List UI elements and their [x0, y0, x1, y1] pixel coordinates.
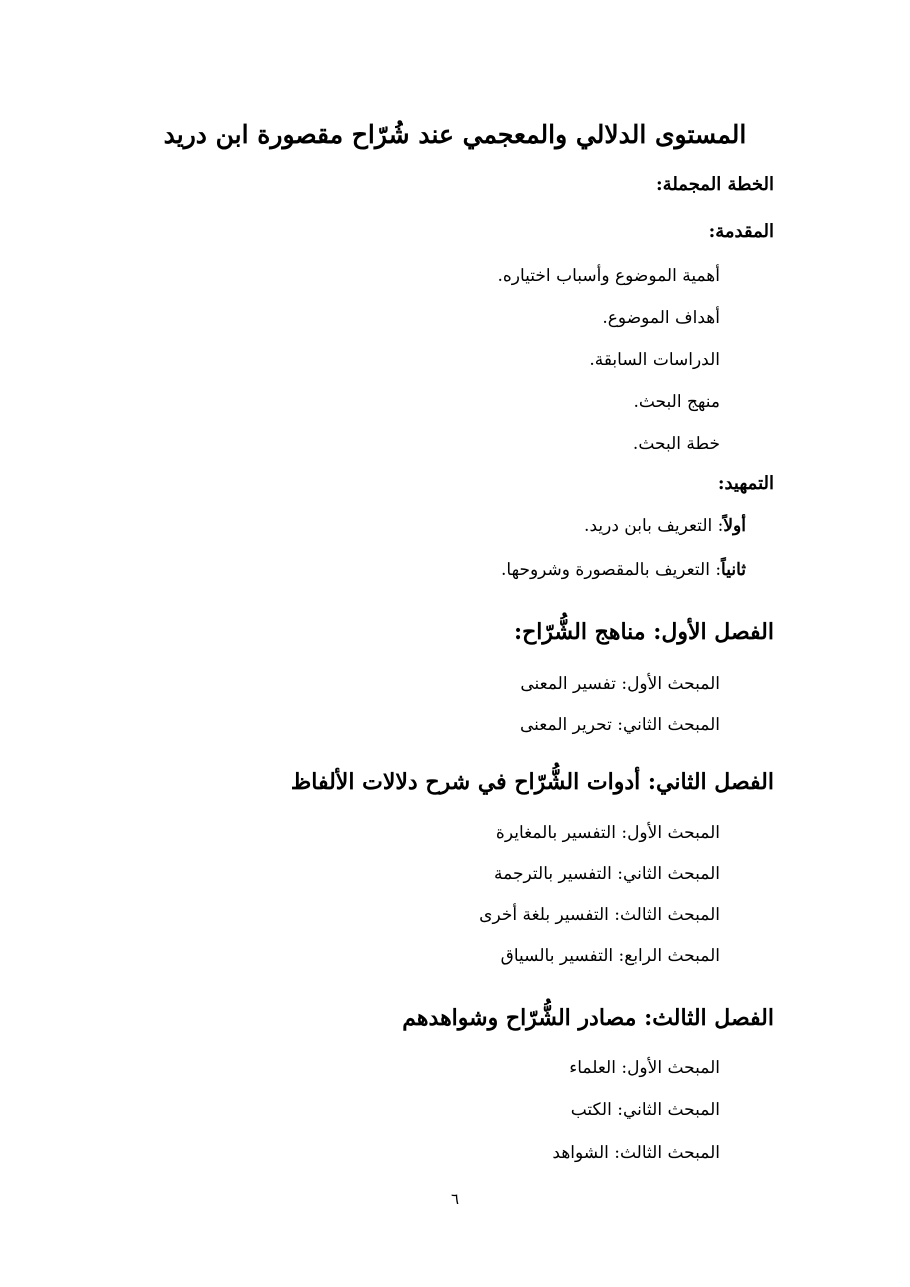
- chapter-prefix: الفصل الأول: [661, 619, 774, 645]
- plan-label: الخطة المجملة:: [656, 174, 774, 195]
- preface-item-text: : التعريف بالمقصورة وشروحها.: [501, 560, 722, 580]
- chapter-prefix: الفصل الثالث: [652, 1005, 774, 1031]
- introduction-item: خطة البحث.: [632, 434, 720, 454]
- chapter-name: : أدوات الشُّرّاح في شرح دلالات الألفاظ: [290, 769, 657, 795]
- preface-item-prefix: أولاً: [723, 516, 746, 536]
- introduction-label: المقدمة:: [708, 221, 774, 242]
- chapter-heading: [402, 1002, 774, 1034]
- chapter-section: المبحث الثاني: تحرير المعنى: [519, 715, 720, 735]
- preface-item-text: : التعريف بابن دريد.: [584, 516, 724, 536]
- chapter-section: المبحث الأول: تفسير المعنى: [520, 674, 720, 694]
- chapter-heading: [291, 766, 774, 798]
- chapter-section: المبحث الثالث: التفسير بلغة أخرى: [479, 905, 720, 925]
- preface-label: التمهيد:: [717, 473, 774, 494]
- introduction-item: منهج البحث.: [633, 392, 720, 412]
- introduction-item: أهمية الموضوع وأسباب اختياره.: [497, 266, 720, 286]
- preface-item-prefix: ثانياً: [721, 560, 746, 580]
- chapter-name: : مناهج الشُّرّاح:: [513, 619, 662, 645]
- chapter-section: المبحث الرابع: التفسير بالسياق: [500, 946, 720, 966]
- preface-item: [584, 513, 746, 539]
- chapter-section: المبحث الثاني: الكتب: [570, 1100, 720, 1120]
- page-number: ٦: [450, 1190, 460, 1208]
- chapter-section: المبحث الأول: التفسير بالمغايرة: [495, 823, 720, 843]
- chapter-section: المبحث الثاني: التفسير بالترجمة: [494, 864, 720, 884]
- chapter-heading: [514, 616, 774, 648]
- chapter-prefix: الفصل الثاني: [656, 769, 774, 795]
- chapter-section: المبحث الثالث: الشواهد: [552, 1143, 720, 1163]
- introduction-item: الدراسات السابقة.: [589, 350, 720, 370]
- chapter-section: المبحث الأول: العلماء: [569, 1058, 720, 1078]
- chapter-name: : مصادر الشُّرّاح وشواهدهم: [402, 1005, 653, 1031]
- preface-item: [501, 557, 746, 583]
- introduction-item: أهداف الموضوع.: [602, 308, 720, 328]
- document-title: المستوى الدلالي والمعجمي عند شُرّاح مقصورة ابن دريد: [163, 120, 747, 149]
